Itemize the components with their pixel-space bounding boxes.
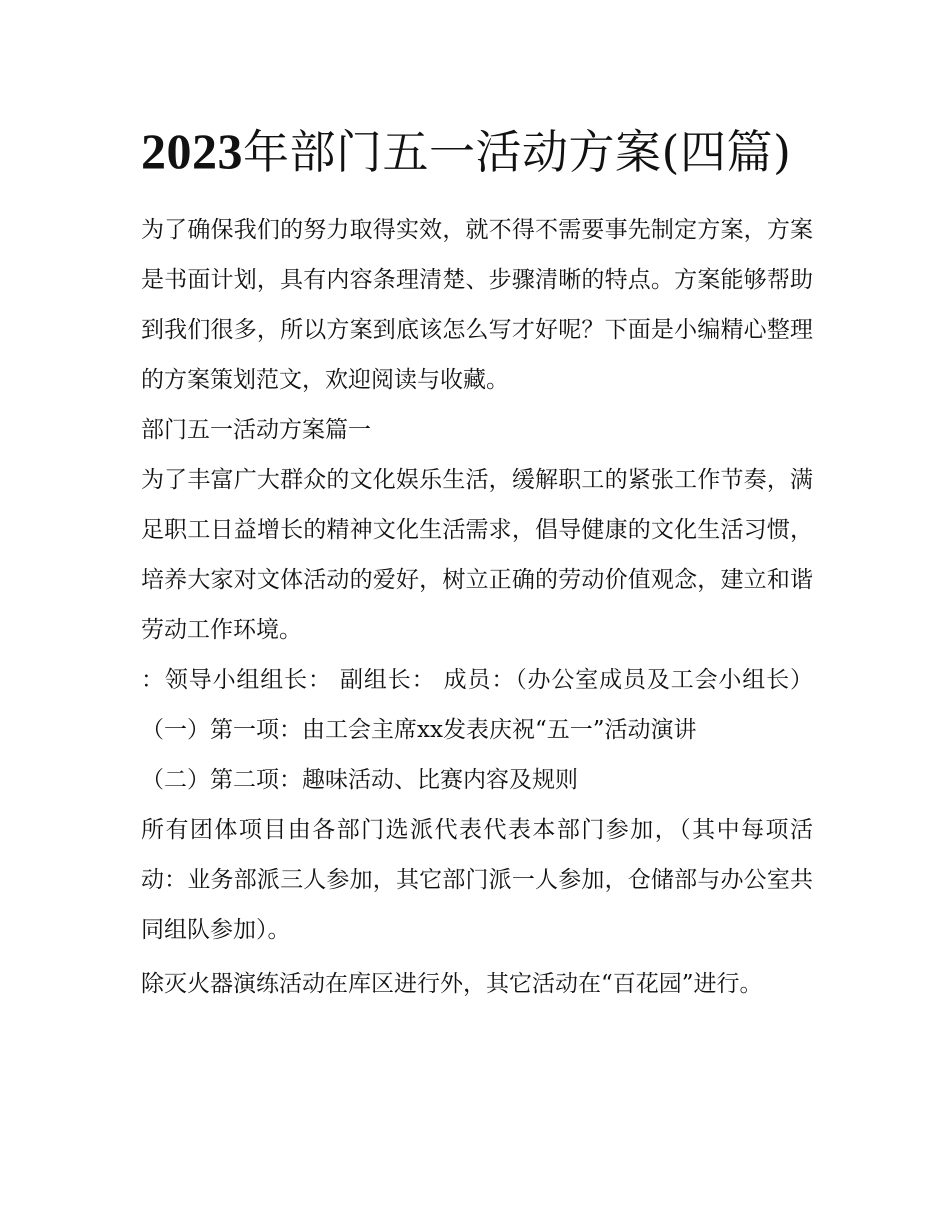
- venue-paragraph: 除灭火器演练活动在库区进行外，其它活动在“百花园”进行。: [141, 971, 763, 997]
- team-rules-paragraph: 所有团体项目由各部门选派代表代表本部门参加，（其中每项活动：业务部派三人参加，其它部门派一人参加，仓储部与办公室共同组队参加）。: [141, 817, 813, 943]
- item-two-heading: （二）第二项：趣味活动、比赛内容及规则: [141, 767, 578, 793]
- document-content: [141, 118, 813, 1009]
- document-title: [141, 118, 813, 185]
- document-body: [141, 205, 813, 1009]
- section-heading: 部门五一活动方案篇一: [141, 417, 371, 443]
- organization-paragraph: ：领导小组组长： 副组长： 成员：（办公室成员及工会小组长）（一）第一项：由工会主席xx发表庆祝“五一”活动演讲: [141, 667, 813, 743]
- title-year: 2023: [141, 123, 243, 179]
- purpose-paragraph: 为了丰富广大群众的文化娱乐生活，缓解职工的紧张工作节奏，满足职工日益增长的精神文化生活需求，倡导健康的文化生活习惯，培养大家对文体活动的爱好，树立正确的劳动价值观念，建立和谐劳动工作环境。: [141, 467, 813, 643]
- intro-paragraph: 为了确保我们的努力取得实效，就不得不需要事先制定方案，方案是书面计划，具有内容条理清楚、步骤清晰的特点。方案能够帮助到我们很多，所以方案到底该怎么写才好呢？下面是小编精心整理的方案策划范文，欢迎阅读与收藏。: [141, 217, 813, 393]
- title-text: 年部门五一活动方案(四篇): [243, 125, 792, 179]
